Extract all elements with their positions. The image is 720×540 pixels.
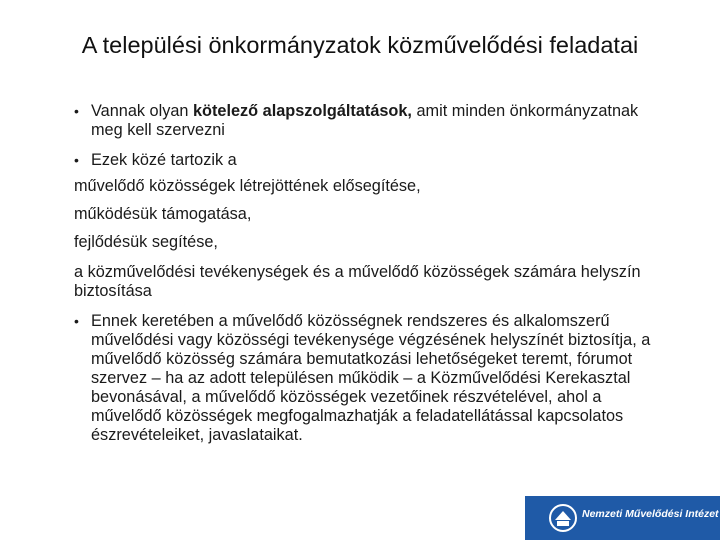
brand-name: Nemzeti Művelődési Intézet bbox=[582, 508, 719, 520]
bullet-text: Vannak olyan bbox=[91, 102, 193, 120]
list-item: fejlődésük segítése, bbox=[74, 233, 218, 251]
bullet-emphasis: kötelező alapszolgáltatások, bbox=[192, 102, 412, 120]
list-item: a közművelődési tevékenységek és a művelődő közösségek számára helyszín biztosítása bbox=[74, 263, 641, 300]
bullet-framework: • Ennek keretében a művelődő közösségnek rendszeres és alkalomszerű művelődési vagy közösségi tevékenysége végzésének helyszínét biztosítja, a művelődő közösség számára bemutatkozási lehetőségeket teremt, fórumot szervez – ha az adott településen működik – a Közművelődési Kerekasztal bevonásával, a művelődő közösségek vezetőinek részvételével, ahol a művelődő közösségek megfogalmazhatják a feladatellátással kapcsolatos észrevételeiket, javaslataikat. bbox=[74, 312, 664, 445]
list-item: művelődő közösségek létrejöttének elősegítése, bbox=[74, 177, 421, 195]
bullet-mandatory-services bbox=[74, 102, 664, 140]
list-item: működésük támogatása, bbox=[74, 205, 252, 223]
slide-title: A települési önkormányzatok közművelődési feladatai bbox=[81, 32, 639, 58]
slide-content bbox=[74, 102, 664, 445]
nmi-emblem-icon bbox=[548, 503, 578, 533]
bullet-text: amit minden önkormányzatnak meg kell szervezni bbox=[91, 102, 639, 139]
bullet-includes: • Ezek közé tartozik a bbox=[74, 151, 664, 170]
